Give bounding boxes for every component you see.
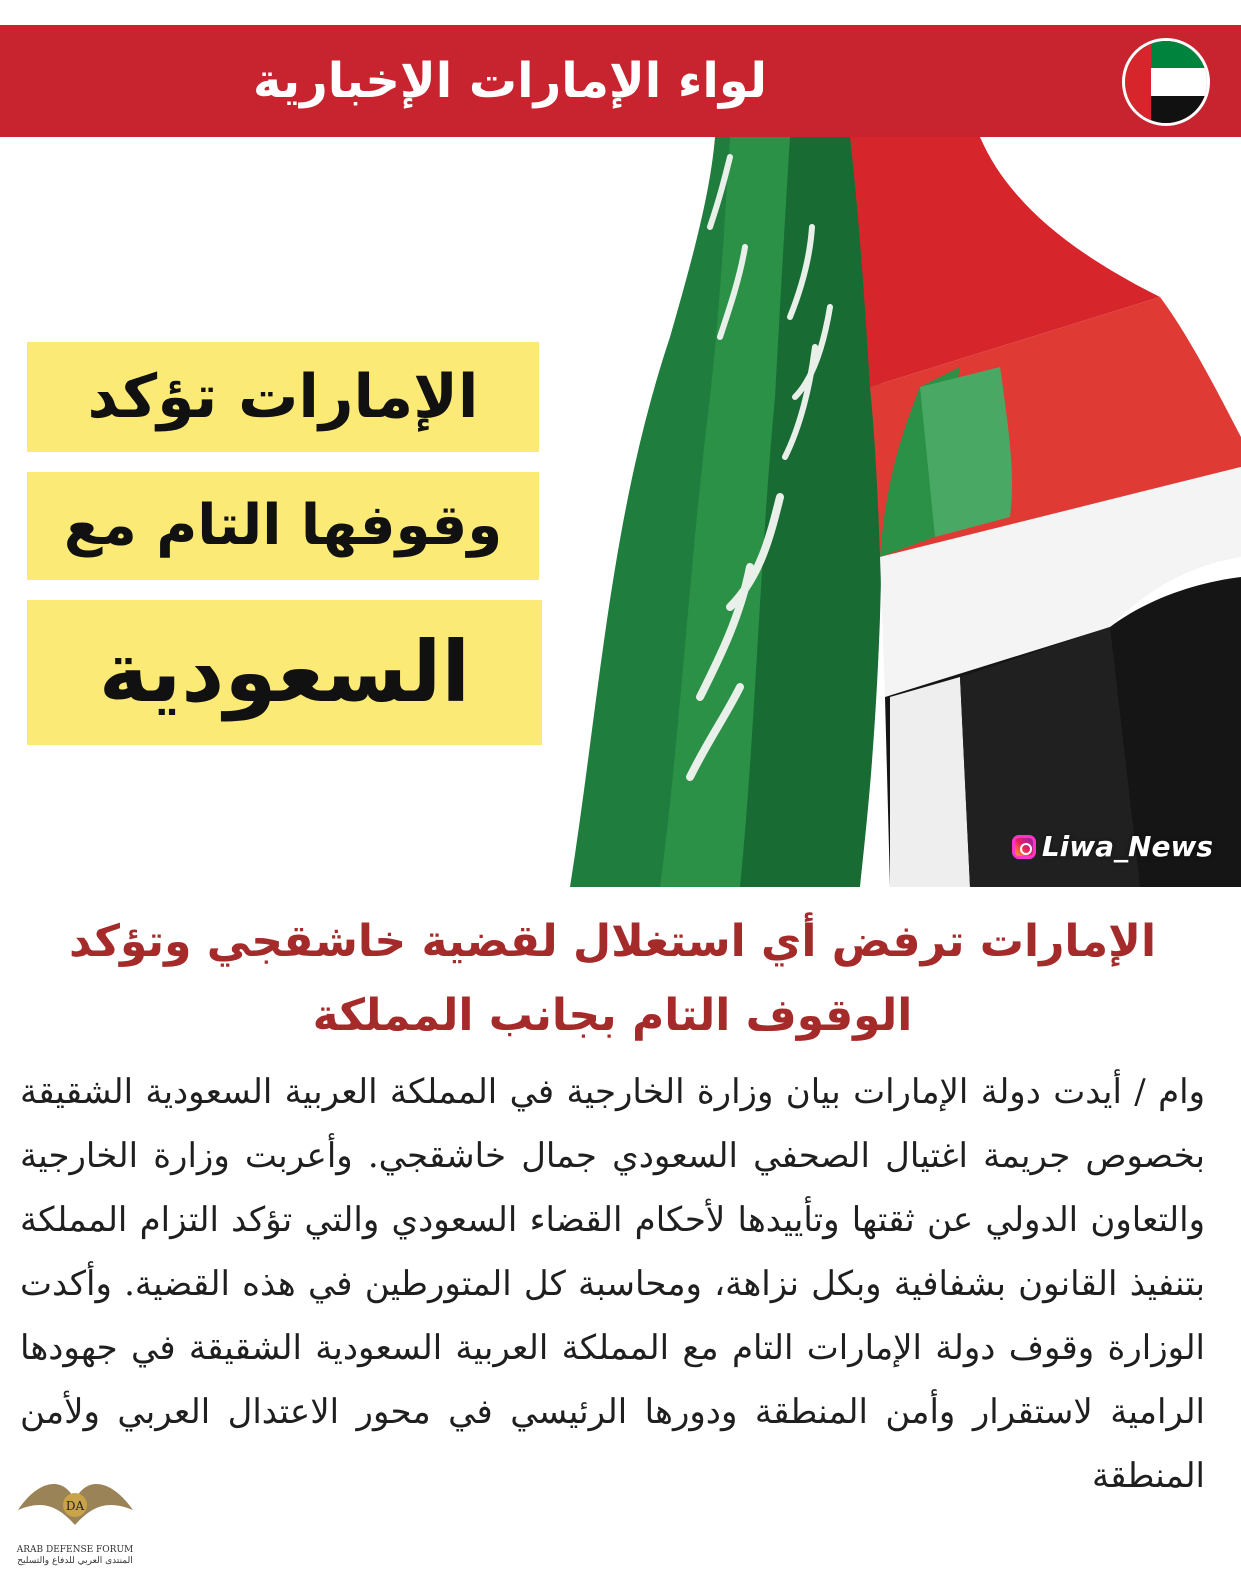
headline-line-3: السعودية [27, 600, 542, 745]
site-title: لواء الإمارات الإخبارية [253, 53, 767, 109]
instagram-icon [1012, 835, 1036, 859]
headline-line-1: الإمارات تؤكد [27, 342, 539, 452]
logo-caption-ar: المنتدى العربي للدفاع والتسليح [17, 1556, 133, 1566]
watermark [1012, 830, 1213, 863]
article-body: وام / أيدت دولة الإمارات بيان وزارة الخارجية في المملكة العربية السعودية الشقيقة بخصوص جريمة اغتيال الصحفي السعودي جمال خاشقجي. وأعربت وزارة الخارجية والتعاون الدولي عن ثقتها وتأييدها لأحكام القضاء السعودي والتي تؤكد التزام المملكة بتنفيذ القانون بشفافية وبكل نزاهة، ومحاسبة كل المتورطين في هذه القضية. وأكدت الوزارة وقوف دولة الإمارات التام مع المملكة العربية السعودية الشقيقة في جهودها الرامية لاستقرار وأمن المنطقة ودورها الرئيسي في محور الاعتدال العربي ولأمن المنطقة [20, 1072, 1205, 1496]
logo-caption [0, 1545, 150, 1567]
uae-flag-icon [1122, 38, 1210, 126]
hero-image [0, 137, 1241, 887]
logo-caption-en: ARAB DEFENSE FORUM [16, 1545, 134, 1555]
header-bar [0, 25, 1241, 137]
watermark-text: Liwa_News [1041, 830, 1213, 863]
headline-line-2: وقوفها التام مع [27, 472, 539, 580]
svg-text:DA: DA [65, 1499, 85, 1513]
flags-illustration [540, 137, 1241, 887]
article-title: الإمارات ترفض أي استغلال لقضية خاشقجي وتؤكد الوقوف التام بجانب المملكة [68, 916, 1157, 1041]
